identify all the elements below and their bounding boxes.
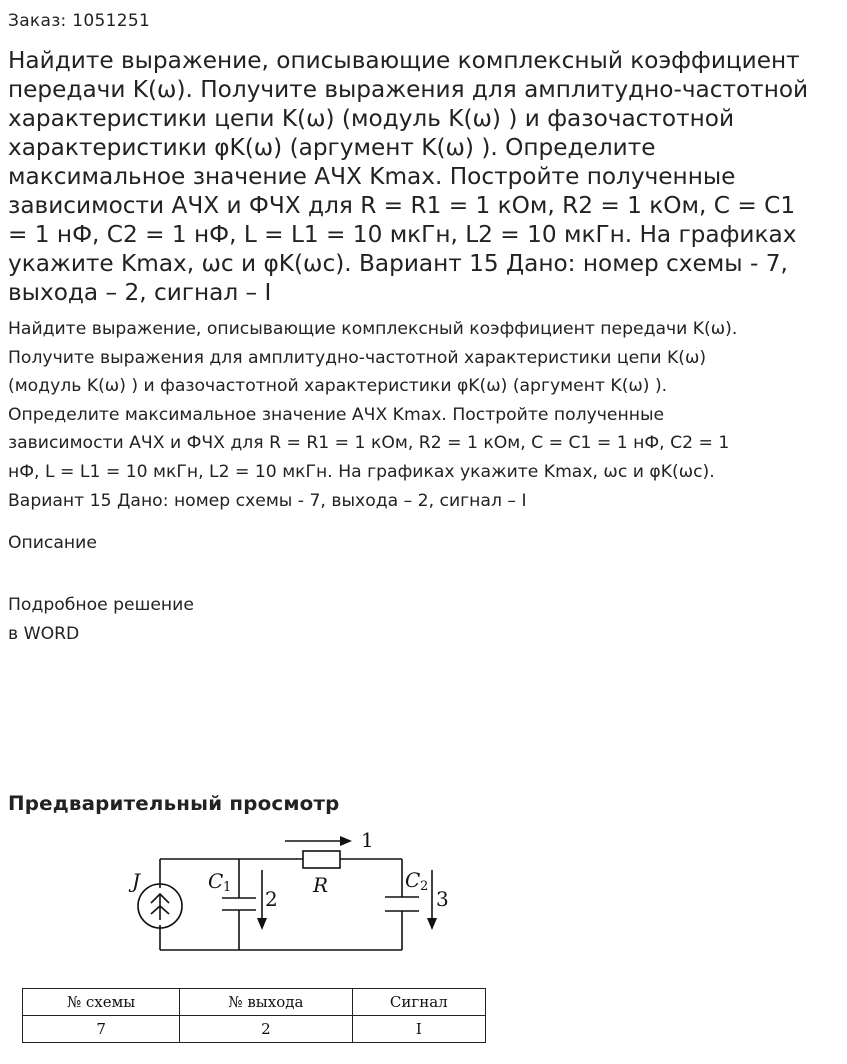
table-cell-output: 2 — [180, 1016, 352, 1043]
arrow-3-head — [427, 918, 437, 930]
arrow-1-head — [340, 836, 352, 846]
table-cell-signal: I — [352, 1016, 485, 1043]
table-cell-scheme: 7 — [23, 1016, 180, 1043]
arrow-2-head — [257, 918, 267, 930]
solution-note: Подробное решение в WORD — [8, 595, 194, 644]
arrow-2-label: 2 — [265, 887, 278, 911]
c1-subscript: 1 — [223, 880, 232, 895]
circuit-diagram — [0, 822, 847, 992]
c2-subscript: 2 — [420, 879, 429, 894]
order-number: Заказ: 1051251 — [8, 11, 151, 31]
preview-heading: Предварительный просмотр — [8, 792, 340, 815]
task-title: Найдите выражение, описывающие комплексный коэффициент передачи K(ω). Получите выражения для амплитудно-частотной характеристики цепи K(ω) (модуль K(ω) ) и фазочастотной характеристики φK(ω) (аргумент K(ω) ). Определите максимальное значение АЧХ Kmax. Постройте полученные зависимости АЧХ и ФЧХ для R = R1 = 1 кОм, R2 = 1 кОм, C = C1 = 1 нФ, C2 = 1 нФ, L = L1 = 10 мкГн, L2 = 10 мкГн. На графиках укажите Kmax, ωc и φK(ωc). Вариант 15 Дано: номер схемы - 7, выхода – 2, сигнал – I — [8, 47, 809, 306]
c1-label: C — [208, 869, 224, 893]
c2-label: C — [405, 868, 421, 892]
resistor-symbol — [303, 851, 340, 868]
table-row — [23, 1016, 486, 1043]
variant-table — [22, 988, 486, 1043]
table-header-row — [23, 989, 486, 1016]
table-header-scheme: № схемы — [23, 989, 180, 1016]
description-section-label: Описание — [8, 533, 97, 553]
arrow-1-label: 1 — [361, 828, 374, 852]
table-header-output: № выхода — [180, 989, 352, 1016]
r-label: R — [313, 873, 329, 897]
task-description: Найдите выражение, описывающие комплексный коэффициент передачи K(ω). Получите выражения для амплитудно-частотной характеристики цепи K(ω) (модуль K(ω) ) и фазочастотной характеристики φK(ω) (аргумент K(ω) ). Определите максимальное значение АЧХ Kmax. Постройте полученные зависимости АЧХ и ФЧХ для R = R1 = 1 кОм, R2 = 1 кОм, C = C1 = 1 нФ, C2 = 1 нФ, L = L1 = 10 мкГн, L2 = 10 мкГн. На графиках укажите Kmax, ωc и φK(ωc). Вариант 15 Дано: номер схемы - 7, выхода – 2, сигнал – I — [8, 319, 738, 511]
arrow-3-label: 3 — [436, 887, 449, 911]
source-label: J — [132, 869, 141, 893]
table-header-signal: Сигнал — [352, 989, 485, 1016]
